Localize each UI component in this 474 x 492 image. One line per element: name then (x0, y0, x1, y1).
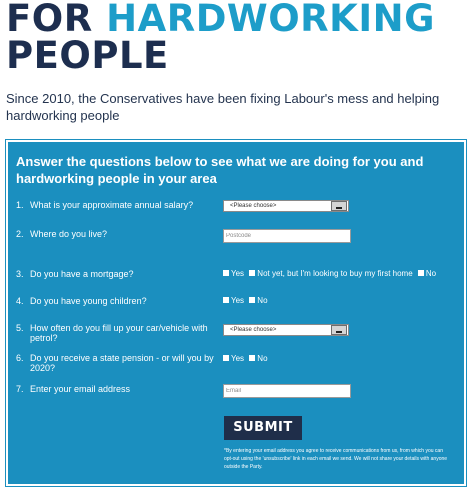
headline-line-1 (6, 0, 435, 40)
headline-line-2: PEOPLE (6, 34, 169, 77)
question-3 (16, 269, 134, 279)
mortgage-option-yes[interactable]: Yes (223, 269, 244, 278)
subtitle: Since 2010, the Conservatives have been fixing Labour's mess and helping hardworking people (6, 91, 440, 123)
question-number: 1. (16, 200, 24, 210)
question-6 (16, 353, 216, 373)
checkbox[interactable] (249, 355, 255, 361)
privacy-disclaimer: *By entering your email address you agree to receive communications from us, from which you can opt-out using the 'unsubscribe' link in each email we send. We will not share your details with anyone outside the Party. (224, 448, 448, 470)
salary-select-value: <Please choose> (230, 203, 277, 209)
email-input[interactable] (223, 384, 351, 398)
checkbox[interactable] (249, 297, 255, 303)
question-number: 6. (16, 353, 24, 363)
question-number: 4. (16, 296, 24, 306)
mortgage-options (223, 269, 439, 279)
petrol-select-value: <Please choose> (230, 327, 277, 333)
question-text: What is your approximate annual salary? (30, 200, 194, 210)
children-option-no[interactable]: No (249, 296, 267, 305)
question-7 (16, 384, 130, 394)
mortgage-option-not-yet[interactable]: Not yet, but I'm looking to buy my first home (249, 269, 412, 278)
petrol-frequency-select[interactable] (223, 324, 349, 336)
question-4 (16, 296, 147, 306)
salary-select[interactable] (223, 200, 349, 212)
question-text: How often do you fill up your car/vehicle with petrol? (30, 323, 208, 343)
question-number: 3. (16, 269, 24, 279)
question-text: Enter your email address (30, 384, 131, 394)
children-options (223, 296, 271, 306)
question-number: 2. (16, 229, 24, 239)
question-text: Where do you live? (30, 229, 108, 239)
question-2 (16, 229, 107, 239)
checkbox[interactable] (249, 270, 255, 276)
dropdown-arrow-icon[interactable] (331, 325, 347, 335)
pension-options (223, 354, 271, 364)
headline-for: FOR (6, 0, 107, 40)
question-number: 7. (16, 384, 24, 394)
question-text: Do you have a mortgage? (30, 269, 134, 279)
question-5 (16, 323, 210, 343)
headline (6, 0, 435, 77)
checkbox[interactable] (223, 355, 229, 361)
children-option-yes[interactable]: Yes (223, 296, 244, 305)
form-title: Answer the questions below to see what we are doing for you and hardworking people in your area (16, 154, 424, 186)
pension-option-no[interactable]: No (249, 354, 267, 363)
question-form (6, 140, 466, 486)
pension-option-yes[interactable]: Yes (223, 354, 244, 363)
question-text: Do you have young children? (30, 296, 147, 306)
postcode-input[interactable] (223, 229, 351, 243)
checkbox[interactable] (418, 270, 424, 276)
question-number: 5. (16, 323, 24, 333)
question-1 (16, 200, 193, 210)
submit-button[interactable]: SUBMIT (224, 416, 302, 440)
mortgage-option-no[interactable]: No (418, 269, 436, 278)
checkbox[interactable] (223, 270, 229, 276)
checkbox[interactable] (223, 297, 229, 303)
question-text: Do you receive a state pension - or will you by 2020? (30, 353, 214, 373)
dropdown-arrow-icon[interactable] (331, 201, 347, 211)
headline-hardworking: HARDWORKING (106, 0, 435, 40)
